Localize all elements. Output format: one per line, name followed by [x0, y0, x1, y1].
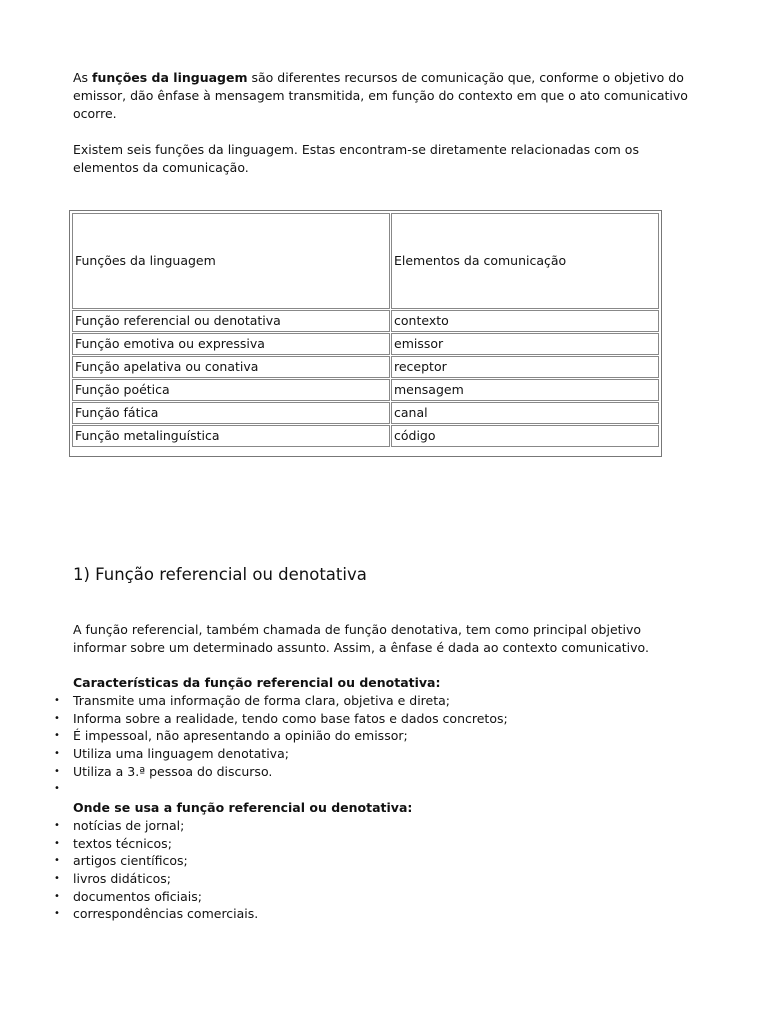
intro-line3: ocorre.	[73, 106, 117, 121]
header-cell-functions: Funções da linguagem	[72, 213, 390, 309]
bullet-icon: •	[54, 855, 60, 867]
table-cell-function: Função fática	[72, 402, 390, 424]
section-heading: 1) Função referencial ou denotativa	[73, 565, 367, 584]
bullet-icon: •	[54, 748, 60, 760]
list-item	[0, 870, 720, 888]
list-item	[0, 817, 720, 835]
bullet-icon: •	[54, 695, 60, 706]
list-item	[0, 763, 720, 781]
table-cell-function: Função metalinguística	[72, 425, 390, 447]
section-para-line1: A função referencial, também chamada de função denotativa, tem como principal objetivo	[73, 622, 642, 637]
intro2-line1: Existem seis funções da linguagem. Estas encontram-se diretamente relacionadas com os	[73, 142, 639, 157]
list-item-text: Utiliza a 3.ª pessoa do discurso.	[73, 763, 273, 779]
bullet-icon: •	[54, 908, 60, 920]
intro2-line2: elementos da comunicação.	[73, 160, 249, 175]
list-item-text: livros didáticos;	[73, 871, 171, 887]
table-header-row	[72, 213, 659, 309]
list-item-text: textos técnicos;	[73, 835, 172, 851]
bullet-icon: •	[54, 712, 60, 724]
list-item	[0, 888, 720, 906]
intro-bold-term: funções da linguagem	[92, 70, 248, 85]
list-item	[0, 835, 720, 853]
list-item	[0, 905, 720, 923]
table-row	[72, 356, 659, 378]
table-row	[72, 333, 659, 355]
intro-line2: emissor, dão ênfase à mensagem transmitida, em função do contexto em que o ato comunicativo	[73, 88, 688, 103]
table-cell-function: Função referencial ou denotativa	[72, 310, 390, 332]
bullet-icon: •	[54, 837, 60, 849]
list-item	[0, 745, 720, 763]
list-item-text: Informa sobre a realidade, tendo como base fatos e dados concretos;	[73, 710, 508, 726]
list-item-text: artigos científicos;	[73, 853, 188, 869]
bullet-icon: •	[54, 873, 60, 885]
table-cell-element: receptor	[391, 356, 659, 378]
bullet-icon: •	[54, 890, 60, 902]
table-cell-function: Função apelativa ou conativa	[72, 356, 390, 378]
section-para-line2: informar sobre um determinado assunto. Assim, a ênfase é dada ao contexto comunicativo.	[73, 640, 649, 655]
table-cell-element: código	[391, 425, 659, 447]
table-cell-element: canal	[391, 402, 659, 424]
table-row	[72, 402, 659, 424]
table-row	[72, 379, 659, 401]
list-item-text: Transmite uma informação de forma clara, objetiva e direta;	[73, 693, 451, 708]
list-item-text: correspondências comerciais.	[73, 906, 259, 922]
list-item	[0, 852, 720, 870]
table-row	[72, 425, 659, 447]
section-paragraph	[73, 621, 713, 657]
table-cell-element: mensagem	[391, 379, 659, 401]
list-item-text: Utiliza uma linguagem denotativa;	[73, 746, 289, 762]
bullet-icon: •	[54, 765, 60, 777]
intro-prefix: As	[73, 70, 93, 85]
list-item-text: É impessoal, não apresentando a opinião do emissor;	[73, 728, 408, 744]
table-row	[72, 310, 659, 332]
usage-title: Onde se usa a função referencial ou denotativa:	[73, 800, 413, 815]
table-cell-element: contexto	[391, 310, 659, 332]
table-cell-function: Função poética	[72, 379, 390, 401]
header-cell-elements: Elementos da comunicação	[391, 213, 659, 309]
intro-paragraph-2	[73, 141, 713, 177]
list-item	[0, 710, 720, 728]
list-item-text: notícias de jornal;	[73, 818, 185, 833]
characteristics-title: Características da função referencial ou denotativa:	[73, 675, 441, 690]
bullet-icon: •	[54, 820, 60, 831]
characteristics-list	[0, 692, 720, 798]
list-item-text: documentos oficiais;	[73, 888, 202, 904]
list-item-empty	[0, 780, 720, 798]
table-cell-function: Função emotiva ou expressiva	[72, 333, 390, 355]
usage-list	[0, 817, 720, 923]
list-item	[0, 692, 720, 710]
intro-paragraph	[73, 69, 713, 123]
bullet-icon: •	[54, 730, 60, 742]
functions-table	[71, 212, 660, 448]
table-cell-element: emissor	[391, 333, 659, 355]
intro-line1-rest: são diferentes recursos de comunicação que, conforme o objetivo do	[247, 70, 684, 85]
list-item	[0, 727, 720, 745]
bullet-icon: •	[54, 783, 60, 795]
